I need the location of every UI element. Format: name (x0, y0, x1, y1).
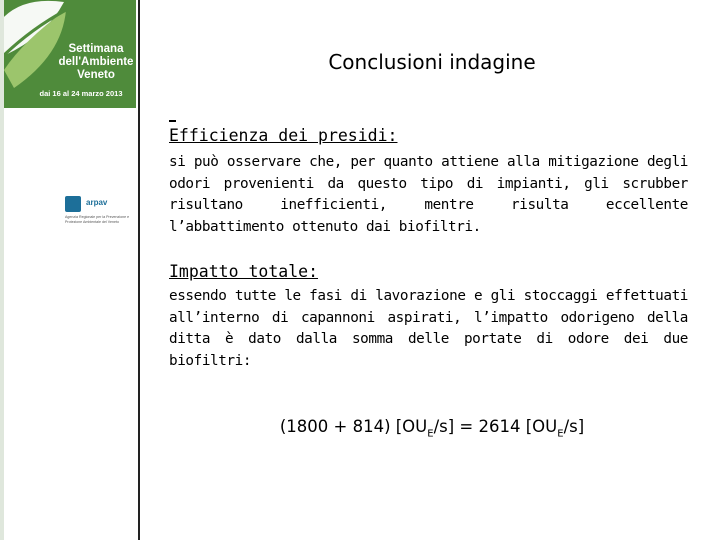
arpav-subtitle: Agenzia Regionale per la Prevenzione e Protezione Ambientale del Veneto (65, 215, 130, 224)
formula (170, 417, 694, 439)
formula-mid: /s] = 2614 [OU (433, 417, 558, 436)
event-logo (4, 0, 136, 108)
sidebar (0, 0, 140, 540)
event-logo-title: Settimana dell'Ambiente Veneto (58, 43, 134, 81)
event-logo-date: dai 16 al 24 marzo 2013 (39, 89, 123, 98)
formula-lhs: (1800 + 814) [OU (279, 417, 428, 436)
bullet-mark (169, 120, 176, 122)
section-text-impact: essendo tutte le fasi di lavorazione e gli stoccaggi effettuati all’interno di capannoni aspirati, l’impatto odorigeno della ditta è dato dalla somma delle portate di odore dei due biofiltri: (169, 288, 688, 370)
formula-sub-1: E (427, 428, 434, 440)
arpav-logo (62, 196, 136, 230)
formula-sub-2: E (557, 428, 564, 440)
formula-end: /s] (563, 417, 585, 436)
section-text-efficiency: si può osservare che, per quanto attiene alla mitigazione degli odori provenienti da questo tipo di impianti, gli scrubber risultano inefficienti, mentre risulta eccellente l’abbattimento ottenuto dai biofiltri. (169, 154, 688, 236)
arpav-mark-icon (65, 196, 81, 212)
section-heading-efficiency: Efficienza dei presidi: (169, 126, 398, 145)
arpav-name: arpav (86, 198, 108, 207)
section-heading-impact: Impatto totale: (169, 262, 319, 281)
slide-title: Conclusioni indagine (328, 50, 536, 74)
